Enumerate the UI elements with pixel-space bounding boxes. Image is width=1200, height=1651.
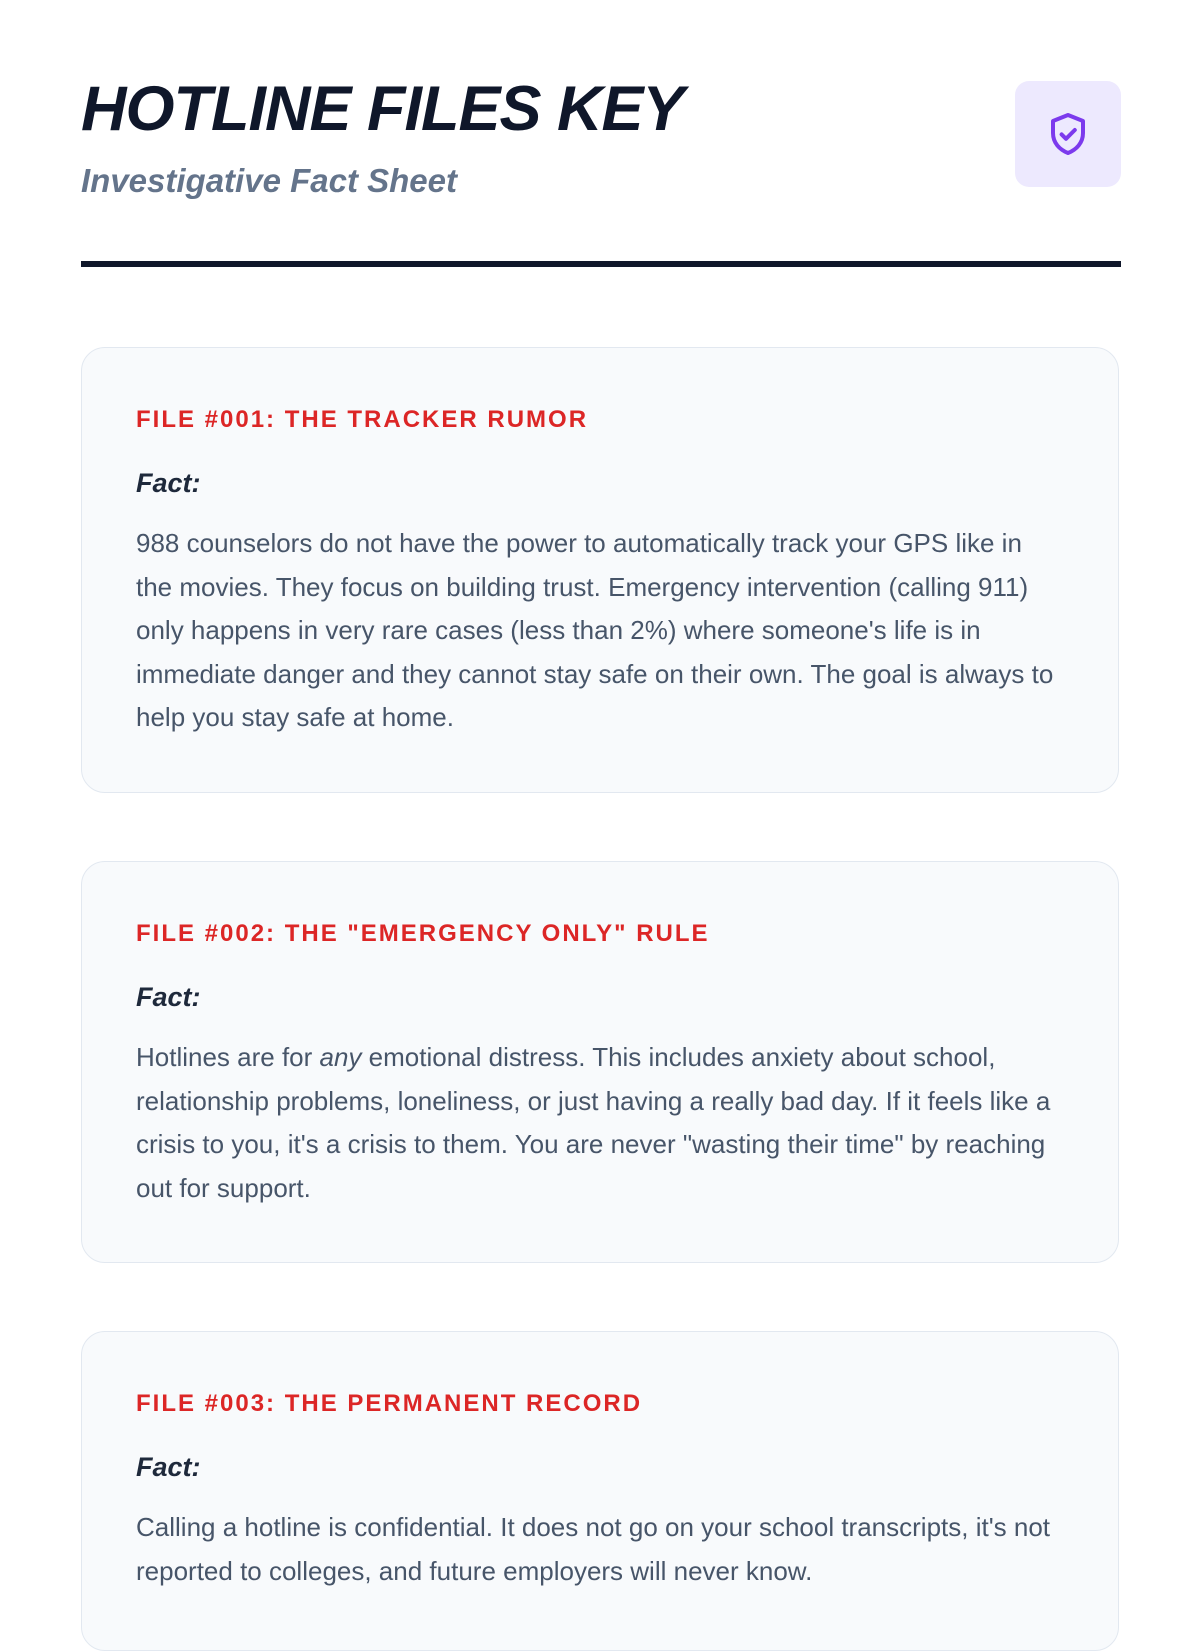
shield-badge [1015,81,1121,187]
fact-label: Fact: [136,1452,201,1482]
page-title: HOTLINE FILES KEY [81,74,684,144]
page-subtitle: Investigative Fact Sheet [81,162,457,199]
fact-body-emphasis: any [319,1042,362,1072]
file-card-002 [81,861,1119,1263]
file-heading: FILE #001: THE TRACKER RUMOR [136,406,589,433]
fact-body-start: Hotlines are for [136,1042,320,1072]
shield-check-icon [1044,110,1092,158]
fact-body: 988 counselors do not have the power to automatically track your GPS like in the movies. They focus on building trust. Emergency intervention (calling 911) only happens in very rare cases (less than 2%) where someone's life is in immediate danger and they cannot stay safe on their own. The goal is always to help you stay safe at home. [136,528,1054,732]
file-card-001 [81,347,1119,793]
file-heading: FILE #002: THE "EMERGENCY ONLY" RULE [136,920,710,947]
fact-label: Fact: [136,982,201,1012]
file-heading: FILE #003: THE PERMANENT RECORD [136,1390,643,1417]
fact-body-end: emotional distress. This includes anxiety about school, relationship problems, loneliness, or just having a really bad day. If it feels like a crisis to you, it's a crisis to them. You are never "wasting their time" by reaching out for support. [136,1042,1051,1203]
header-divider [81,261,1121,267]
fact-body: Calling a hotline is confidential. It does not go on your school transcripts, it's not reported to colleges, and future employers will never know. [136,1512,1051,1586]
fact-label: Fact: [136,468,201,498]
file-card-003 [81,1331,1119,1651]
page-header [81,0,1121,268]
fact-sheet-page [81,0,1121,1586]
fact-body [136,1036,1056,1210]
